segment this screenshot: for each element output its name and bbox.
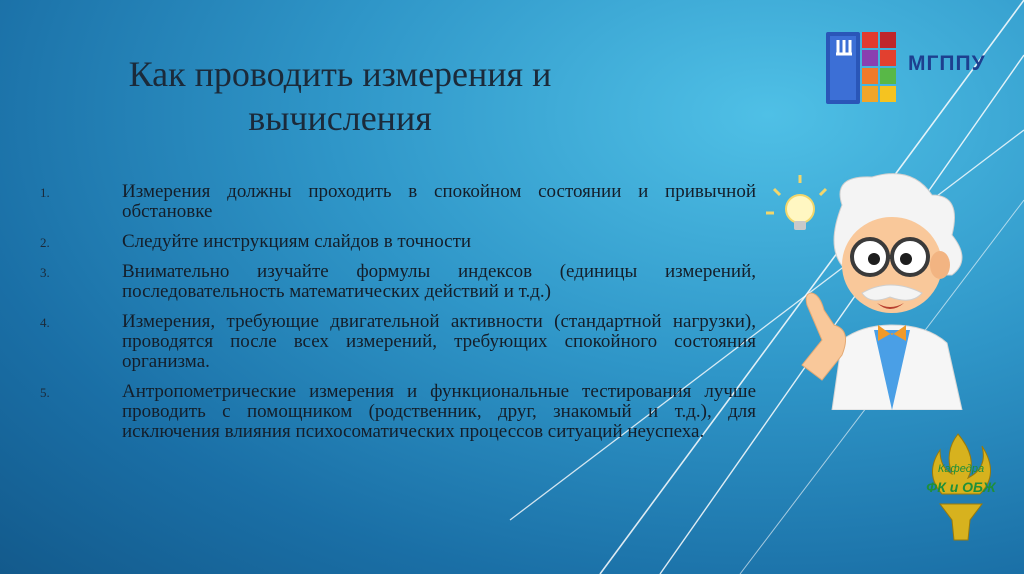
list-item xyxy=(40,262,756,302)
item-text: Измерения, требующие двигательной активности (стандартной нагрузки), проводятся после всех измерений, требующих спокойного состояния организма. xyxy=(122,311,756,372)
item-text: Внимательно изучайте формулы индексов (единицы измерений, последовательность математических действий и т.д.) xyxy=(122,261,756,302)
logo-text: МГППУ xyxy=(908,52,986,75)
measurement-rules-list xyxy=(40,182,756,452)
item-number: 4. xyxy=(40,315,50,330)
item-number: 1. xyxy=(40,185,50,200)
item-number: 5. xyxy=(40,385,50,400)
item-number: 2. xyxy=(40,235,50,250)
lightbulb-icon xyxy=(766,175,826,230)
list-item xyxy=(40,312,756,372)
list-item xyxy=(40,232,756,252)
list-item xyxy=(40,182,756,222)
item-text: Измерения должны проходить в спокойном состоянии и привычной обстановке xyxy=(122,181,756,222)
emblem-label-bottom: ФК и ОБЖ xyxy=(926,479,996,495)
emblem-label-top: Кафедра xyxy=(937,463,985,475)
item-text: Антропометрические измерения и функциональные тестирования лучше проводить с помощником (родственник, друг, знакомый и т.д.), для исключения влияния психосоматических процессов ситуаций неуспеха. xyxy=(122,381,756,442)
list-item xyxy=(40,382,756,442)
department-emblem xyxy=(918,428,1004,546)
item-number: 3. xyxy=(40,265,50,280)
professor-illustration xyxy=(762,165,982,410)
slide-title: Как проводить измерения и вычисления xyxy=(128,54,552,138)
item-text: Следуйте инструкциям слайдов в точности xyxy=(122,231,472,252)
